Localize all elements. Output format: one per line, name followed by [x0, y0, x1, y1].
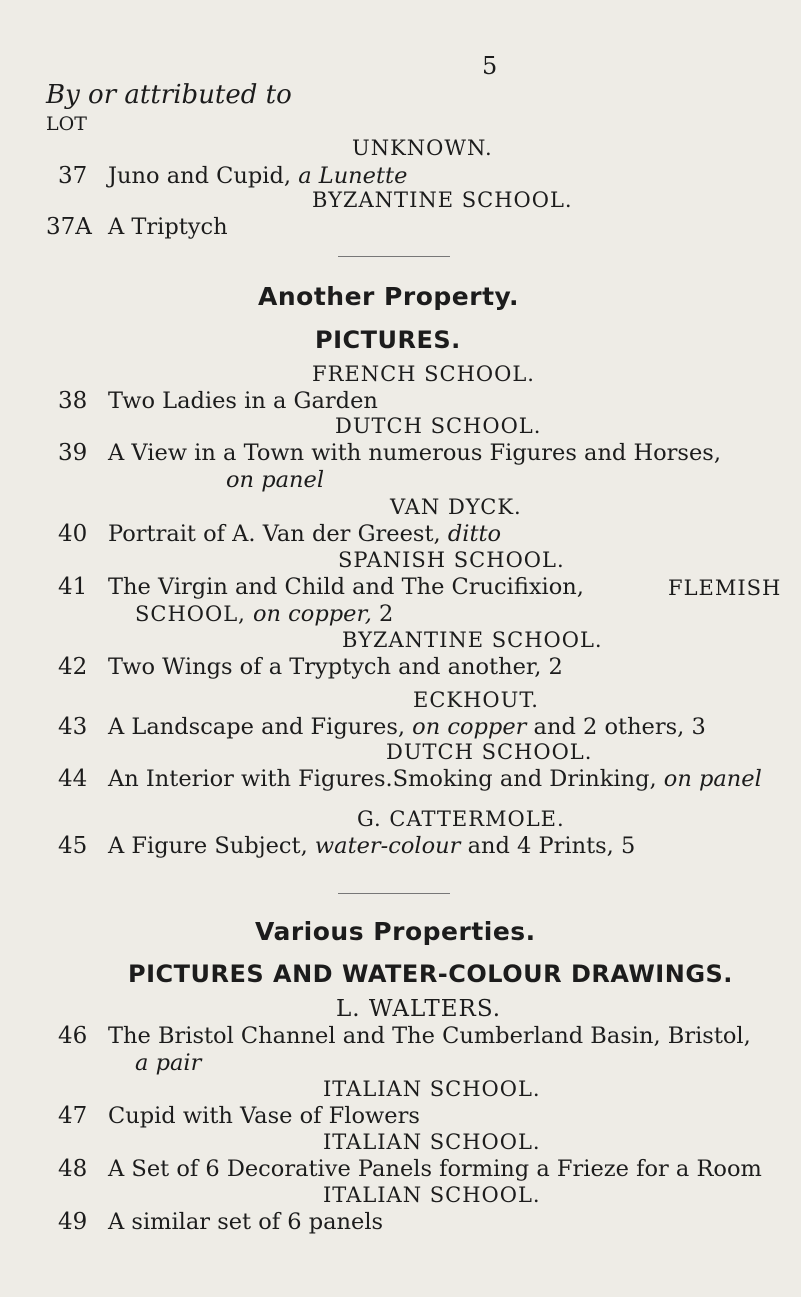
- lot-number: 38: [58, 388, 88, 414]
- lot-number: 45: [58, 833, 88, 859]
- lot-medium: on panel: [226, 467, 325, 493]
- school-name: L. WALTERS.: [336, 996, 502, 1022]
- lot-title: Two Wings of a Tryptych and another, 2: [108, 654, 563, 680]
- lot-title: [108, 714, 706, 740]
- school-name: DUTCH SCHOOL.: [386, 740, 593, 764]
- section-divider: [338, 893, 450, 894]
- lot-number: 42: [58, 654, 88, 680]
- lot-number: 44: [58, 766, 88, 792]
- lot-medium: on copper,: [252, 601, 372, 627]
- lot-quantity: 2: [379, 601, 394, 627]
- lot-title: A similar set of 6 panels: [108, 1209, 384, 1235]
- lot-school-note: FLEMISH: [668, 576, 782, 600]
- lot-number: 37A: [46, 214, 92, 240]
- attribution-heading: By or attributed to: [46, 80, 292, 110]
- lot-title: Two Ladies in a Garden: [108, 388, 378, 414]
- page-number: 5: [482, 52, 498, 80]
- lot-number: 49: [58, 1209, 88, 1235]
- school-name: ITALIAN SCHOOL.: [323, 1183, 541, 1207]
- school-name: ITALIAN SCHOOL.: [323, 1130, 541, 1154]
- lot-title-text: An Interior with Figures.Smoking and Drinking,: [108, 766, 657, 792]
- school-name: DUTCH SCHOOL.: [335, 414, 542, 438]
- lot-title: A View in a Town with numerous Figures and Horses,: [108, 440, 721, 466]
- section-heading: Various Properties.: [255, 917, 536, 946]
- school-name: UNKNOWN.: [352, 136, 493, 160]
- lot-medium: a Lunette: [298, 163, 408, 189]
- lot-school-note: SCHOOL,: [135, 602, 246, 626]
- school-name: SPANISH SCHOOL.: [338, 548, 565, 572]
- school-name: BYZANTINE SCHOOL.: [312, 188, 573, 212]
- lot-number: 46: [58, 1023, 88, 1049]
- lot-medium: a pair: [135, 1050, 202, 1076]
- lot-title: A Triptych: [108, 214, 228, 240]
- lot-number: 39: [58, 440, 88, 466]
- lot-title: [108, 521, 501, 547]
- lot-title-text: and 2 others, 3: [533, 714, 706, 740]
- lot-number: 48: [58, 1156, 88, 1182]
- lot-number: 47: [58, 1103, 88, 1129]
- lot-title-text: A Figure Subject,: [108, 833, 308, 859]
- lot-title: [108, 163, 407, 189]
- school-name: G. CATTERMOLE.: [357, 807, 565, 831]
- lot-title-text: Juno and Cupid,: [108, 163, 292, 189]
- lot-medium: ditto: [447, 521, 502, 547]
- school-name: ECKHOUT.: [413, 688, 539, 712]
- lot-medium: on copper: [412, 714, 527, 740]
- lot-title-text: and 4 Prints, 5: [467, 833, 636, 859]
- school-name: ITALIAN SCHOOL.: [323, 1077, 541, 1101]
- lot-title: The Bristol Channel and The Cumberland Basin, Bristol,: [108, 1023, 751, 1049]
- lot-title: Cupid with Vase of Flowers: [108, 1103, 420, 1129]
- section-subheading: PICTURES AND WATER-COLOUR DRAWINGS.: [128, 960, 733, 988]
- lot-title: [108, 833, 635, 859]
- lot-title-continued: [135, 601, 393, 627]
- school-name: FRENCH SCHOOL.: [312, 362, 535, 386]
- lot-title: The Virgin and Child and The Crucifixion,: [108, 574, 584, 600]
- lot-number: 40: [58, 521, 88, 547]
- lot-number: 37: [58, 163, 88, 189]
- lot-title-text: Portrait of A. Van der Greest,: [108, 521, 441, 547]
- lot-number: 41: [58, 574, 88, 600]
- school-name: VAN DYCK.: [390, 495, 522, 519]
- lot-title-text: A Landscape and Figures,: [108, 714, 406, 740]
- section-heading: Another Property.: [258, 282, 520, 311]
- lot-number: 43: [58, 714, 88, 740]
- lot-medium: on panel: [663, 766, 762, 792]
- lot-title: A Set of 6 Decorative Panels forming a Frieze for a Room: [108, 1156, 762, 1182]
- lot-label: LOT: [46, 113, 87, 135]
- school-name: BYZANTINE SCHOOL.: [342, 628, 603, 652]
- section-subheading: PICTURES.: [315, 326, 461, 354]
- section-divider: [338, 256, 450, 257]
- lot-medium: water-colour: [314, 833, 461, 859]
- lot-title: [108, 766, 762, 792]
